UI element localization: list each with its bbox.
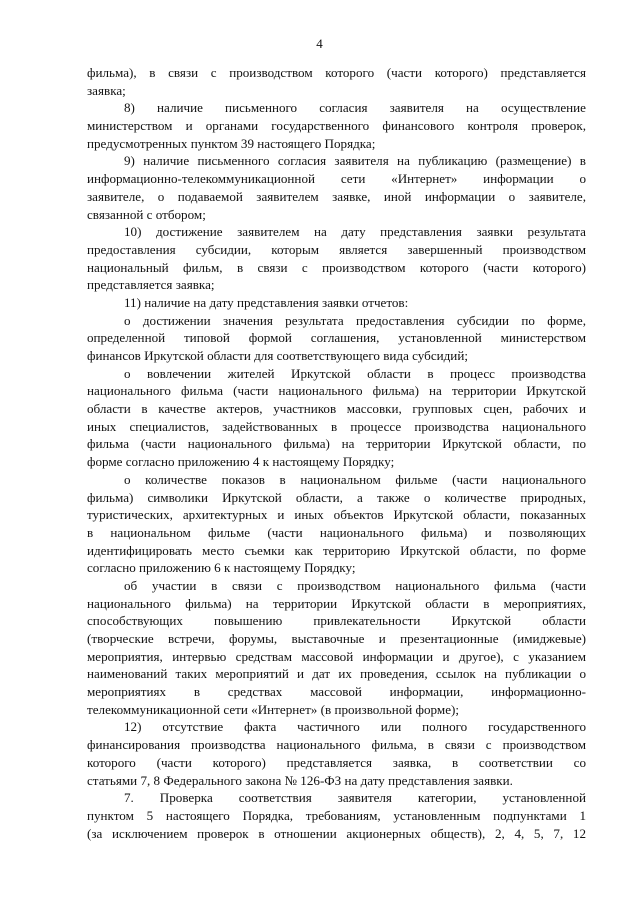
text-line: представляется заявка; bbox=[87, 277, 215, 293]
text-line: 9) наличие письменного согласия заявителя на публикацию (размещение) в bbox=[124, 153, 586, 169]
text-line: фильма (части национального фильма) на территории Иркутской области, по bbox=[87, 436, 586, 452]
text-line: предоставления субсидии, которым является завершенный производством bbox=[87, 241, 586, 257]
text-line: 8) наличие письменного согласия заявителя на осуществление bbox=[124, 100, 586, 116]
text-line: идентифицировать место съемки как территорию Иркутской области, по форме bbox=[87, 542, 586, 558]
text-line: согласно приложению 6 к настоящему Порядку; bbox=[87, 560, 356, 576]
text-line: связанной с отбором; bbox=[87, 206, 206, 222]
text-line: (за исключением проверок в отношении акционерных обществ), 2, 4, 5, 7, 12 bbox=[87, 825, 586, 841]
text-line: определенной типовой формой соглашения, установленной министерством bbox=[87, 330, 586, 346]
text-line: фильма), в связи с производством которого (части которого) представляется bbox=[87, 65, 586, 80]
text-line: о вовлечении жителей Иркутской области в процесс производства bbox=[124, 365, 586, 381]
text-line: в национальном фильме (части национального фильма) и позволяющих bbox=[87, 524, 586, 540]
text-line: об участии в связи с производством национального фильма (части bbox=[124, 577, 586, 593]
document-body bbox=[87, 64, 586, 842]
text-line: пунктом 5 настоящего Порядка, требованиям, установленным подпунктами 1 bbox=[87, 807, 586, 823]
text-line: 12) отсутствие факта частичного или полного государственного bbox=[124, 719, 586, 735]
text-line: фильма) символики Иркутской области, а также о количестве природных, bbox=[87, 489, 586, 505]
text-line: способствующих повышению привлекательности Иркутской области bbox=[87, 613, 586, 629]
text-line: министерством и органами государственного финансового контроля проверок, bbox=[87, 118, 586, 134]
page-number: 4 bbox=[316, 36, 323, 51]
text-line: иных специалистов, задействованных в процессе производства национального bbox=[87, 418, 586, 434]
text-line: телекоммуникационной сети «Интернет» (в произвольной форме); bbox=[87, 701, 460, 717]
text-line: 10) достижение заявителем на дату представления заявки результата bbox=[124, 224, 586, 240]
text-line: туристических, архитектурных и иных объектов Иркутской области, показанных bbox=[87, 507, 586, 523]
text-line: наименований таких мероприятий и дат их проведения, ссылок на публикации о bbox=[87, 666, 586, 682]
text-line: заявка; bbox=[87, 82, 126, 98]
text-line: которого (части которого) представляется заявка, в соответствии со bbox=[87, 754, 586, 770]
text-line: предусмотренных пунктом 39 настоящего Порядка; bbox=[87, 135, 376, 151]
text-line: национального фильма) на территории Иркутской области в мероприятиях, bbox=[87, 595, 586, 611]
text-line: о количестве показов в национальном фильме (части национального bbox=[124, 471, 586, 487]
text-line: заявителе, о подаваемой заявителем заявке, иной информации о заявителе, bbox=[87, 188, 586, 204]
text-line: национальный фильм, в связи с производством которого (части которого) bbox=[87, 259, 586, 275]
text-line: финансирования производства национального фильма, в связи с производством bbox=[87, 737, 586, 753]
text-line: о достижении значения результата предоставления субсидии по форме, bbox=[124, 312, 586, 328]
text-line: национального фильма (части национального фильма) на территории Иркутской bbox=[87, 383, 586, 399]
text-line: информационно-телекоммуникационной сети «Интернет» информации о bbox=[87, 171, 586, 187]
text-line: области в качестве актеров, участников массовки, групповых сцен, рабочих и bbox=[87, 401, 586, 417]
text-line: (творческие встречи, форумы, выставочные и презентационные (имиджевые) bbox=[87, 631, 586, 646]
text-line: 11) наличие на дату представления заявки отчетов: bbox=[124, 294, 409, 310]
text-line: мероприятия, интервью средствам массовой информации и другое), с указанием bbox=[87, 648, 586, 664]
text-line: статьями 7, 8 Федерального закона № 126-ФЗ на дату представления заявки. bbox=[87, 772, 513, 788]
text-line: мероприятиях в средствах массовой информации, информационно- bbox=[87, 684, 586, 700]
text-line: 7. Проверка соответствия заявителя категории, установленной bbox=[124, 790, 586, 806]
text-line: форме согласно приложению 4 к настоящему Порядку; bbox=[87, 454, 395, 470]
text-line: финансов Иркутской области для соответствующего вида субсидий; bbox=[87, 348, 468, 363]
